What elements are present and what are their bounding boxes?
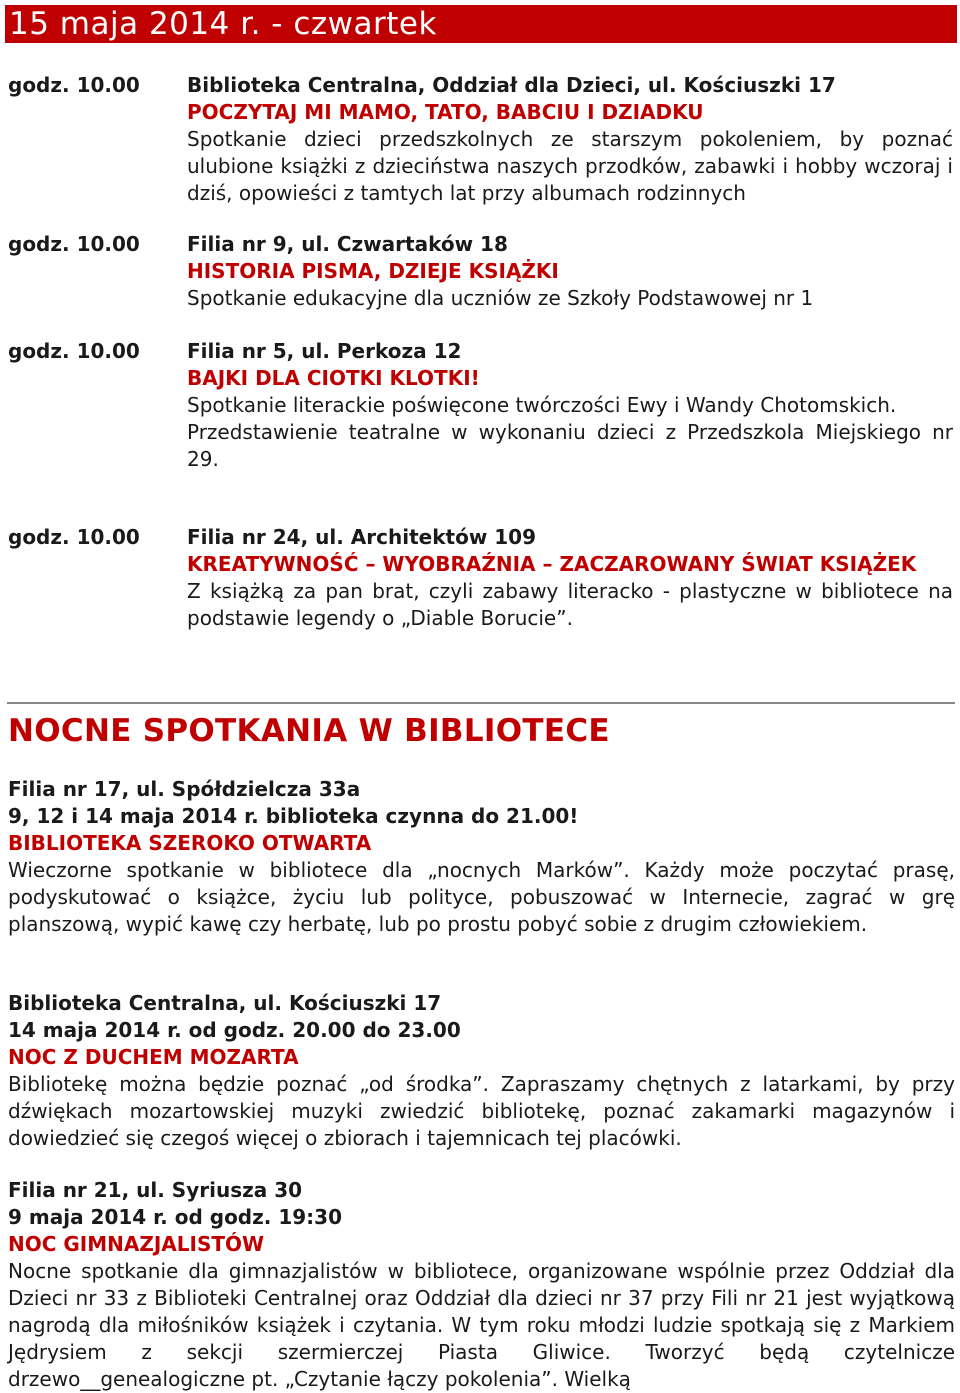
night-event-description: Bibliotekę można będzie poznać „od środka”. Zapraszamy chętnych z latarkami, by przy dźwiękach mozartowskiej muzyki zwiedzić bibliotekę, poznać zakamarki magazynów i dowiedzieć się czegoś więcej o zbiorach i tajemnicach tej placówki. — [8, 1072, 955, 1150]
event-time: godz. 10.00 — [8, 525, 140, 549]
night-event-when: 14 maja 2014 r. od godz. 20.00 do 23.00 — [8, 1018, 461, 1042]
event-title: KREATYWNOŚĆ – WYOBRAŹNIA – ZACZAROWANY ŚWIAT KSIĄŻEK — [187, 552, 917, 576]
event-location: Filia nr 5, ul. Perkoza 12 — [187, 339, 462, 363]
night-event-description: Nocne spotkanie dla gimnazjalistów w bibliotece, organizowane wspólnie przez Oddział dla Dzieci nr 33 z Biblioteki Centralnej oraz Oddział dla dzieci nr 37 przy Fili nr 21 jest wyjątkową nagrodą dla miłośników książek i czytania. W tym roku młodzi ludzie spotkają się z Markiem Jędrysiem z sekcji szermierczej Piasta Gliwice. Tworzyć będą czytelnicze drzewo__genealogiczne pt. „Czytanie łączy pokolenia”. Wielką — [8, 1259, 955, 1391]
night-event-title: BIBLIOTEKA SZEROKO OTWARTA — [8, 831, 372, 855]
date-banner: 15 maja 2014 r. - czwartek — [5, 5, 957, 43]
event-title: BAJKI DLA CIOTKI KLOTKI! — [187, 366, 480, 390]
event-time: godz. 10.00 — [8, 73, 140, 97]
section-divider — [7, 702, 955, 704]
night-event-when: 9, 12 i 14 maja 2014 r. biblioteka czynna do 21.00! — [8, 804, 579, 828]
night-event-title: NOC GIMNAZJALISTÓW — [8, 1232, 265, 1256]
event-location: Biblioteka Centralna, Oddział dla Dzieci, ul. Kościuszki 17 — [187, 73, 836, 97]
night-event-location: Filia nr 21, ul. Syriusza 30 — [8, 1178, 303, 1202]
night-event-title: NOC Z DUCHEM MOZARTA — [8, 1045, 299, 1069]
night-event-item — [8, 776, 955, 938]
event-item — [8, 524, 953, 632]
event-item — [8, 72, 953, 207]
event-description: Spotkanie literackie poświęcone twórczości Ewy i Wandy Chotomskich. — [187, 393, 897, 417]
event-item — [8, 231, 953, 312]
event-title: POCZYTAJ MI MAMO, TATO, BABCIU I DZIADKU — [187, 100, 704, 124]
night-event-when: 9 maja 2014 r. od godz. 19:30 — [8, 1205, 342, 1229]
night-event-description: Wieczorne spotkanie w bibliotece dla „nocnych Marków”. Każdy może poczytać prasę, podyskutować o książce, życiu lub polityce, pobuszować w Internecie, zagrać w grę planszową, wypić kawę czy herbatę, lub po prostu pobyć sobie z drugim człowiekiem. — [8, 858, 955, 936]
event-description: Z książką za pan brat, czyli zabawy literacko - plastyczne w bibliotece na podstawie legendy o „Diable Borucie”. — [187, 579, 953, 630]
night-event-location: Biblioteka Centralna, ul. Kościuszki 17 — [8, 991, 442, 1015]
night-event-item — [8, 1177, 955, 1393]
night-event-item — [8, 990, 955, 1152]
event-description: Spotkanie edukacyjne dla uczniów ze Szkoły Podstawowej nr 1 — [187, 286, 814, 310]
event-item — [8, 338, 953, 473]
section-heading: NOCNE SPOTKANIA W BIBLIOTECE — [8, 713, 610, 749]
event-location: Filia nr 9, ul. Czwartaków 18 — [187, 232, 508, 256]
night-event-location: Filia nr 17, ul. Spółdzielcza 33a — [8, 777, 361, 801]
event-location: Filia nr 24, ul. Architektów 109 — [187, 525, 537, 549]
event-title: HISTORIA PISMA, DZIEJE KSIĄŻKI — [187, 259, 559, 283]
event-description-2: Przedstawienie teatralne w wykonaniu dzieci z Przedszkola Miejskiego nr 29. — [187, 420, 953, 471]
event-time: godz. 10.00 — [8, 339, 140, 363]
event-time: godz. 10.00 — [8, 232, 140, 256]
event-description: Spotkanie dzieci przedszkolnych ze starszym pokoleniem, by poznać ulubione książki z dzieciństwa naszych przodków, zabawki i hobby wczoraj i dziś, opowieści z tamtych lat przy albumach rodzinnych — [187, 127, 953, 205]
